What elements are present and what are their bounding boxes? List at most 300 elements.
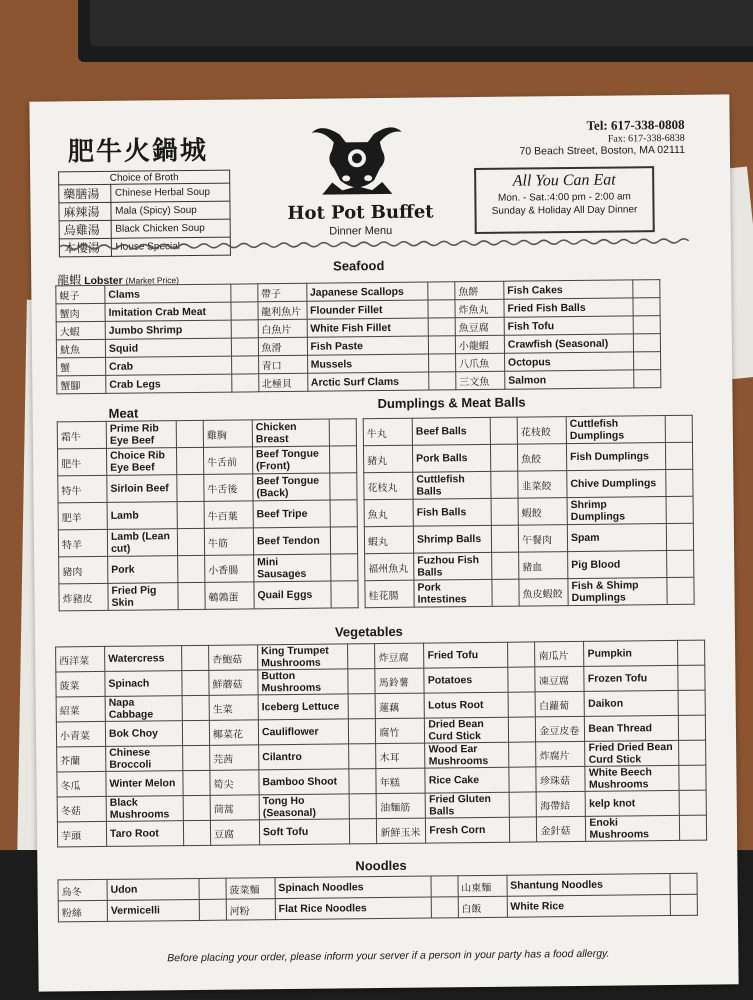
item-name-en: Fish Cakes [504,280,633,299]
order-box [183,795,210,820]
item-name-cn: 白魚片 [258,319,307,338]
item-name-cn: 大蝦 [56,321,105,340]
noodles-heading: Noodles [355,857,407,874]
order-box [633,334,660,352]
all-you-can-eat-box [474,166,655,234]
item-name-en: Udon [107,878,199,900]
item-name-en: Daikon [584,690,678,716]
order-box [491,498,518,525]
broth-cn: 本樓湯 [59,238,111,257]
meat-heading: Meat [108,405,139,421]
item-name-cn: 鮮蘑菇 [209,670,258,696]
item-name-en: Beef Tongue (Back) [253,473,330,501]
order-box [508,692,535,717]
item-name-cn: 芫茜 [210,745,259,771]
dumplings-table [363,415,695,608]
item-name-cn: 馬鈴薯 [375,668,424,694]
item-name-en: Button Mushrooms [258,669,349,695]
order-box [176,420,203,447]
item-name-cn: 菠菜 [56,671,105,697]
order-box [177,501,204,528]
item-name-cn: 生菜 [209,695,258,721]
order-box [491,471,518,498]
item-name-en: Bean Thread [585,715,679,741]
item-name-en: Pork [108,556,178,584]
order-box [178,555,205,582]
order-box [330,527,357,554]
order-box [177,474,204,501]
item-name-cn: 白蘿蔔 [535,691,584,717]
order-box [665,415,692,442]
item-name-cn: 椰菜花 [209,720,258,746]
item-name-cn: 午餐肉 [518,525,567,553]
item-name-en: Shrimp Balls [413,525,491,553]
ayce-hours: Mon. - Sat.:4:00 pm - 2:00 am [497,191,631,204]
order-box [679,790,706,815]
item-name-en: Fish & Shimp Dumplings [568,578,667,606]
order-box [509,742,536,767]
order-box [349,769,376,794]
item-name-en: Cauliflower [258,719,349,745]
order-box [350,794,377,819]
item-name-en: White Beech Mushrooms [585,765,679,791]
item-name-cn: 小香腸 [205,555,254,583]
item-name-cn: 龍利魚片 [257,301,306,320]
order-box [633,280,660,298]
order-box [329,446,356,473]
order-box [348,694,375,719]
broth-cn: 麻辣湯 [59,202,111,221]
item-name-cn: 牛舌前 [203,447,252,475]
order-box [678,690,705,715]
item-name-cn: 特牛 [58,475,107,503]
item-name-en: Mussels [307,354,429,373]
item-name-cn: 蟹肉 [56,303,105,322]
item-name-cn: 小青菜 [56,721,105,747]
order-box [431,897,458,918]
item-name-en: Pig Blood [568,551,667,579]
item-name-cn: 八爪魚 [455,353,504,372]
item-name-cn: 魚豆腐 [455,317,504,336]
item-name-en: Rice Cake [425,767,509,793]
item-name-en: Enoki Mushrooms [586,815,680,841]
order-box [490,444,517,471]
order-box [330,500,357,527]
item-name-en: Cuttlefish Balls [413,471,491,499]
item-name-cn: 桂花腸 [365,580,414,608]
order-box [182,720,209,745]
order-box [177,528,204,555]
item-name-cn: 炸豬皮 [59,583,108,611]
order-box [428,282,455,300]
vegetables-heading: Vegetables [334,623,403,640]
item-name-cn: 福州魚丸 [365,553,414,581]
item-name-en: Chicken Breast [252,419,329,447]
table-row [364,496,693,526]
item-name-cn: 肥羊 [58,502,107,530]
order-box [230,284,257,302]
item-name-en: Fried Dried Bean Curd Stick [585,740,679,766]
item-name-cn: 凍豆腐 [535,666,584,692]
fax: Fax: 617-338-6838 [607,132,685,145]
item-name-en: Frozen Tofu [584,665,678,691]
order-box [491,525,518,552]
item-name-cn: 年糕 [376,768,425,794]
contact-info [485,117,685,158]
table-row [59,581,358,611]
item-name-cn: 金豆皮卷 [536,716,585,742]
order-box [670,873,697,894]
item-name-en: Pork Balls [412,444,490,472]
noodles-table [58,873,698,923]
item-name-en: Spinach Noodles [275,876,431,899]
order-box [509,717,536,742]
item-name-en: Lotus Root [424,692,508,718]
table-row [58,527,357,557]
item-name-cn: 鵪鶉蛋 [205,582,254,610]
dumplings-heading: Dumplings & Meat Balls [377,394,526,412]
item-name-cn: 腐竹 [376,718,425,744]
item-name-cn: 蝦丸 [364,526,413,554]
order-box [182,645,209,670]
item-name-cn: 北極貝 [258,373,307,392]
allergy-notice: Before placing your order, please inform your server if a person in your party has a food allergy. [167,947,610,965]
broth-cn: 烏雞湯 [59,220,111,239]
order-box [678,715,705,740]
item-name-en: Potatoes [424,667,508,693]
item-name-cn: 小龍蝦 [455,335,504,354]
item-name-cn: 魚餃 [517,444,566,472]
order-box [231,320,258,338]
item-name-en: Shrimp Dumplings [567,497,666,525]
item-name-en: Spam [567,524,666,552]
item-name-cn: 冬菇 [57,796,106,822]
item-name-en: Vermicelli [107,899,199,921]
item-name-cn: 魚丸 [364,499,413,527]
order-box [231,374,258,392]
item-name-en: Iceberg Lettuce [258,694,349,720]
item-name-en: Winter Melon [106,771,183,797]
order-box [679,765,706,790]
item-name-en: Lamb (Lean cut) [107,529,177,557]
item-name-cn: 韭菜餃 [518,471,567,499]
broth-en: Black Chicken Soup [111,219,231,238]
item-name-en: Pumpkin [584,640,678,666]
order-box [666,496,693,523]
item-name-en: Arctic Surf Clams [307,372,429,391]
item-name-cn: 南瓜片 [535,641,584,667]
order-box [667,577,694,604]
order-box [331,554,358,581]
item-name-cn: 木耳 [376,743,425,769]
item-name-en: Fuzhou Fish Balls [414,552,492,580]
item-name-en: Quail Eggs [254,581,331,609]
table-row [363,415,692,445]
item-name-cn: 青口 [258,355,307,374]
table-row [57,446,356,476]
item-name-cn: 牛百葉 [204,501,253,529]
item-name-cn: 花枝餃 [517,417,566,445]
item-name-cn: 炸豆腐 [375,643,424,669]
order-box [183,820,210,845]
order-box [666,469,693,496]
item-name-cn: 魚滑 [258,337,307,356]
item-name-en: Bok Choy [105,721,182,747]
item-name-en: Fried Tofu [424,642,508,668]
bull-logo-icon [302,120,413,199]
order-box [508,642,535,667]
order-box [490,417,517,444]
order-box [176,447,203,474]
item-name-cn: 海帶結 [537,791,586,817]
item-name-cn: 烏冬 [58,879,107,901]
item-name-en: Octopus [504,352,633,371]
item-name-en: Wood Ear Mushrooms [425,742,509,768]
item-name-en: Crab Legs [106,374,232,393]
item-name-en: Prime Rib Eye Beef [106,421,176,449]
item-name-en: kelp knot [586,790,680,816]
item-name-en: Beef Tripe [253,500,330,528]
item-name-cn: 豆腐 [210,820,259,846]
meat-table [57,418,359,611]
item-name-en: Jumbo Shrimp [105,320,231,339]
item-name-en: Flounder Fillet [306,300,428,319]
order-box [667,550,694,577]
item-name-cn: 帶子 [257,283,306,302]
item-name-en: Fried Fish Balls [504,298,633,317]
item-name-en: King Trumpet Mushrooms [258,644,349,670]
order-box [666,523,693,550]
order-box [349,719,376,744]
item-name-cn: 芥蘭 [57,746,106,772]
item-name-cn: 蟹腳 [57,375,106,394]
order-box [348,669,375,694]
item-name-cn: 蟹 [57,357,106,376]
item-name-en: Tong Ho (Seasonal) [259,794,350,820]
table-row [365,577,694,607]
order-box [178,582,205,609]
order-box [183,745,210,770]
item-name-cn: 河粉 [226,899,275,921]
order-box [678,665,705,690]
item-name-cn: 三文魚 [456,371,505,390]
item-name-en: Shantung Noodles [507,874,671,897]
broth-cn: 藥膳湯 [59,184,111,203]
item-name-cn: 杏鮑菇 [209,645,258,671]
item-name-en: Fresh Corn [426,817,510,843]
item-name-cn: 炸魚丸 [455,299,504,318]
order-box [633,316,660,334]
item-name-cn: 魚餅 [455,281,504,300]
item-name-en: Crawfish (Seasonal) [504,334,633,353]
broth-en: House Special [111,237,231,256]
item-name-en: Choice Rib Eye Beef [106,448,176,476]
order-box [634,370,661,388]
item-name-en: Chinese Broccoli [106,746,183,772]
item-name-cn: 油麵筋 [377,793,426,819]
item-name-en: Fish Tofu [504,316,633,335]
order-box [679,815,706,840]
item-name-en: White Rice [507,895,671,918]
ayce-title: All You Can Eat [512,171,616,190]
item-name-cn: 牛筋 [204,528,253,556]
order-box [678,640,705,665]
item-name-en: Mini Sausages [254,554,331,582]
item-name-cn: 金針菇 [537,816,586,842]
order-box [492,579,519,606]
item-name-en: Fried Pig Skin [108,583,178,611]
item-name-cn: 特羊 [58,529,107,557]
order-box [331,581,358,608]
item-name-cn: 粉絲 [58,900,107,922]
order-box [348,644,375,669]
item-name-en: Imitation Crab Meat [105,302,231,321]
order-box [182,670,209,695]
vegetables-table [55,640,707,848]
item-name-cn: 炸腐片 [536,741,585,767]
item-name-en: Fish Paste [307,336,429,355]
broth-row [59,219,230,239]
item-name-en: Chive Dumplings [567,470,666,498]
order-box [633,298,660,316]
menu-sheet [29,94,738,991]
item-name-cn: 山東麵 [458,875,507,897]
order-box [510,817,537,842]
item-name-en: Clams [105,284,231,303]
order-box [182,695,209,720]
item-name-cn: 霜牛 [57,421,106,449]
item-name-en: Black Mushrooms [106,796,183,822]
item-name-en: Fish Dumplings [566,443,665,471]
seafood-heading: Seafood [333,257,385,274]
item-name-en: Sirloin Beef [107,475,177,503]
item-name-en: Japanese Scallops [306,282,428,301]
brand-name: Hot Pot Buffet [287,201,434,224]
item-name-cn: 豬肉 [59,556,108,584]
lobster-note: (Market Price) [125,275,180,286]
item-name-en: Bamboo Shoot [259,769,350,795]
order-box [428,300,455,318]
item-name-cn: 豬丸 [363,445,412,473]
seafood-table [55,279,661,394]
item-name-cn: 花枝丸 [364,472,413,500]
table-row [365,550,694,580]
item-name-cn: 肥牛 [57,448,106,476]
telephone: Tel: 617-338-0808 [586,116,685,133]
tray-surface [90,0,753,46]
item-name-cn: 筍尖 [210,770,259,796]
item-name-cn: 雞胸 [203,420,252,448]
item-name-en: Dried Bean Curd Stick [425,717,509,743]
item-name-en: Beef Tongue (Front) [252,446,329,474]
item-name-en: Fried Gluten Balls [426,792,510,818]
order-box [670,894,697,915]
order-box [231,356,258,374]
menu-subtitle: Dinner Menu [329,224,393,238]
order-box [329,419,356,446]
item-name-en: Soft Tofu [259,819,350,845]
table-row [58,473,357,503]
order-box [679,740,706,765]
table-row [57,419,356,449]
item-name-en: Taro Root [106,821,183,847]
item-name-en: White Fish Fillet [307,318,429,337]
item-name-en: Lamb [107,502,177,530]
order-box [428,354,455,372]
item-name-en: Crab [106,356,232,375]
order-box [508,667,535,692]
broth-en: Mala (Spicy) Soup [111,201,231,220]
item-name-cn: 菠菜麵 [226,878,275,900]
item-name-en: Napa Cabbage [105,696,182,722]
order-box [330,473,357,500]
item-name-en: Cuttlefish Dumplings [566,416,665,444]
lobster-cn: 龍蝦 [57,273,82,288]
order-box [428,318,455,336]
ayce-sunday: Sunday & Holiday All Day Dinner [491,204,638,217]
order-box [509,767,536,792]
table-row [364,523,693,553]
item-name-cn: 魷魚 [56,339,105,358]
item-name-cn: 魚皮蝦餃 [519,579,568,607]
item-name-en: Beef Balls [412,417,490,445]
item-name-cn: 白飯 [458,896,507,918]
item-name-cn: 蝦餃 [518,498,567,526]
broth-row [59,183,230,203]
item-name-cn: 新鮮玉米 [377,818,426,844]
item-name-cn: 牛舌後 [204,474,253,502]
item-name-cn: 茼蒿 [210,795,259,821]
order-box [634,352,661,370]
order-box [428,336,455,354]
order-box [492,552,519,579]
item-name-en: Pork Intestines [414,579,492,607]
item-name-en: Flat Rice Noodles [275,897,431,920]
broth-row [59,201,230,221]
item-name-en: Spinach [105,671,182,697]
item-name-en: Fish Balls [413,498,491,526]
item-name-en: Watercress [105,646,182,672]
item-name-cn: 豬血 [519,552,568,580]
order-box [349,744,376,769]
lobster-en: Lobster [84,274,123,288]
order-box [510,792,537,817]
item-name-en: Beef Tendon [253,527,330,555]
order-box [231,302,258,320]
order-box [431,876,458,897]
order-box [183,770,210,795]
order-box [199,878,226,899]
order-box [199,899,226,920]
item-name-cn: 蓮藕 [375,693,424,719]
address: 70 Beach Street, Boston, MA 02111 [519,143,685,158]
order-box [429,372,456,390]
table-row [364,469,693,499]
table-row [363,442,692,472]
item-name-cn: 芋頭 [57,821,106,847]
item-name-cn: 珍珠菇 [536,766,585,792]
item-name-cn: 冬瓜 [57,771,106,797]
broth-title: Choice of Broth [59,170,230,185]
table-row [58,500,357,530]
restaurant-name-cn: 肥牛火鍋城 [67,135,209,168]
item-name-cn: 蜆子 [56,285,105,304]
item-name-en: Squid [105,338,231,357]
item-name-en: Cilantro [259,744,350,770]
item-name-en: Salmon [505,370,634,389]
item-name-cn: 牛丸 [363,418,412,446]
item-name-cn: 西洋菜 [56,646,105,672]
